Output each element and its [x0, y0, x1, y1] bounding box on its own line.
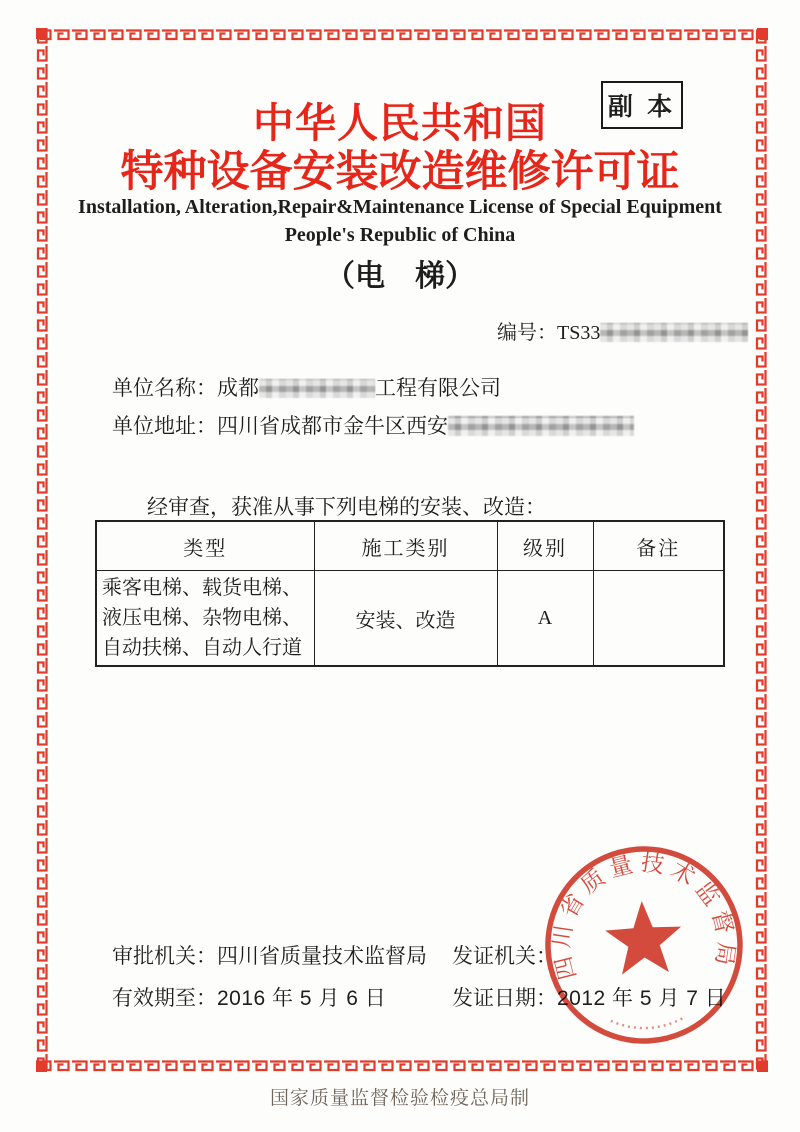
- equipment-type-line: 乘客电梯、载货电梯、: [102, 577, 302, 599]
- equipment-type-line: 液压电梯、杂物电梯、: [102, 607, 302, 629]
- col-header-work-class: 施工类别: [314, 521, 497, 571]
- valid-until-date: 2016 年 5 月 6 日: [217, 987, 387, 1010]
- official-red-seal: [530, 837, 758, 1053]
- col-header-type: 类型: [96, 521, 314, 571]
- issue-date-value: 2012 年 5 月 7 日: [557, 987, 727, 1010]
- printed-by-footer: 国家质量监督检验检疫总局制: [269, 1088, 530, 1109]
- border-top-strip: [36, 28, 768, 41]
- equipment-category: （电 梯）: [325, 260, 475, 293]
- border-corner-topleft: [36, 28, 47, 39]
- approval-authority-value: 四川省质量技术监督局: [217, 944, 427, 968]
- license-number-label: 编号：: [497, 322, 557, 344]
- company-address-prefix: 四川省成都市金牛区西安: [217, 414, 448, 438]
- title-license-name: 特种设备安装改造维修许可证: [120, 148, 680, 196]
- title-country: 中华人民共和国: [253, 100, 547, 146]
- border-corner-bottomright: [757, 1061, 768, 1072]
- approval-authority-label: 审批机关：: [112, 944, 217, 968]
- seal-serial-marks: [611, 1017, 685, 1030]
- duplicate-copy-badge: [601, 81, 683, 129]
- cell-equipment-types: [96, 571, 314, 667]
- license-number-row: [497, 316, 748, 345]
- table-row: [96, 571, 724, 667]
- issuing-authority-label: 发证机关：: [452, 944, 557, 968]
- company-address-redacted-block: [448, 416, 634, 436]
- company-name-redacted-block: [259, 379, 375, 398]
- company-name-row: [112, 372, 501, 402]
- col-header-remark: 备注: [593, 521, 724, 571]
- company-name-suffix: 工程有限公司: [375, 376, 501, 400]
- issue-date-label: 发证日期：: [452, 986, 557, 1010]
- title-english-line2: People's Republic of China: [284, 224, 516, 246]
- table-header-row: [96, 521, 724, 571]
- border-bottom-strip: [36, 1059, 768, 1072]
- border-corner-topright: [757, 28, 768, 39]
- company-name-label: 单位名称：: [112, 376, 217, 400]
- company-address-row: [112, 410, 634, 440]
- valid-until-label: 有效期至：: [112, 986, 217, 1010]
- cell-work-class: 安装、改造: [314, 571, 497, 667]
- col-header-grade: 级别: [497, 521, 593, 571]
- border-corner-bottomleft: [36, 1061, 47, 1072]
- license-number-prefix: TS33: [557, 322, 601, 344]
- license-number-redacted-block: [600, 323, 748, 342]
- seal-star-icon: [604, 899, 684, 975]
- cell-grade: A: [497, 571, 593, 667]
- approval-authority-row: [112, 940, 427, 970]
- valid-until-row: [112, 982, 386, 1012]
- company-name-prefix: 成都: [217, 376, 259, 400]
- company-address-label: 单位地址：: [112, 414, 217, 438]
- equipment-type-line: 自动扶梯、自动人行道: [102, 637, 302, 659]
- title-english-line1: Installation, Alteration,Repair&Maintenance License of Special Equipment: [78, 196, 722, 218]
- approval-note: 经审查，获准从事下列电梯的安装、改造：: [147, 495, 546, 519]
- duplicate-copy-label: 副 本: [607, 94, 677, 121]
- license-scope-table: [95, 520, 725, 667]
- seal-text: 四川省质量技术监督局: [548, 849, 740, 983]
- cell-remark: [593, 571, 724, 667]
